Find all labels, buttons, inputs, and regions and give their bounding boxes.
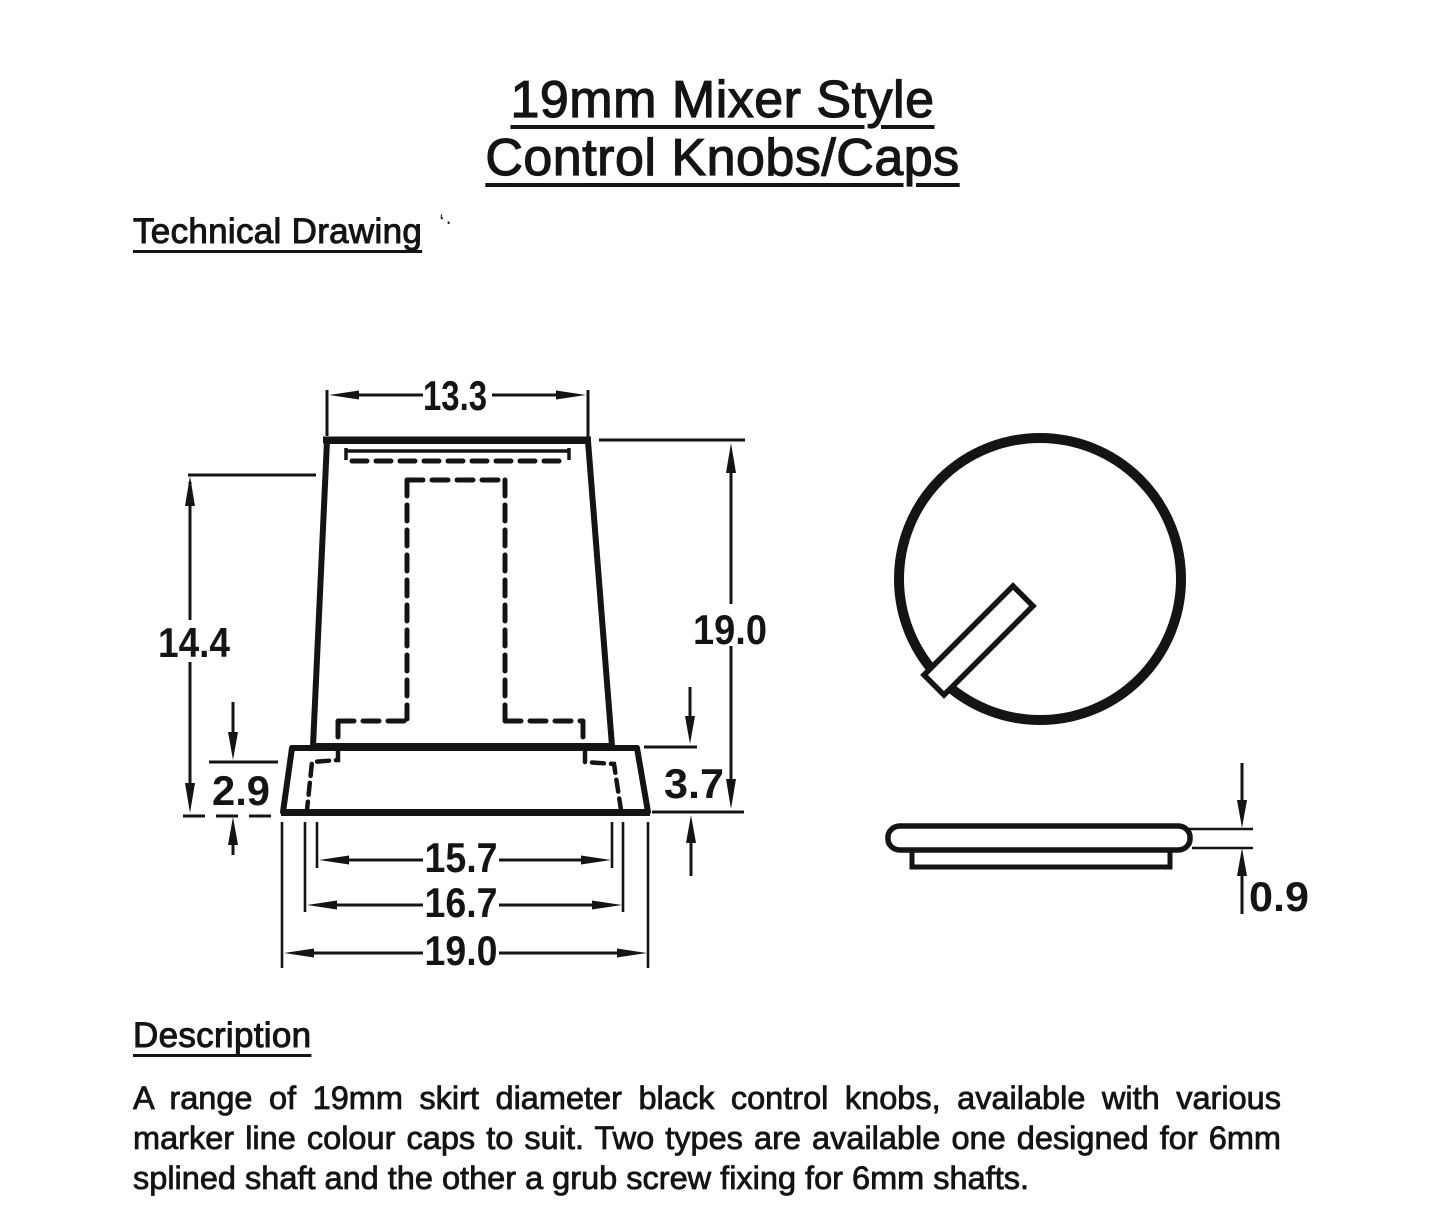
knob-top-view (899, 438, 1181, 720)
dim-label-skirt-diameter: 19.0 (424, 927, 498, 974)
scan-speck: ‘· (438, 208, 454, 235)
dim-skirt-mid-width (307, 879, 622, 926)
dim-label-total-height: 19.0 (693, 606, 767, 653)
marker-line-slot (924, 586, 1033, 695)
skirt-recess-dashed-lines (307, 750, 621, 810)
page-title-line1: 19mm Mixer Style (510, 71, 935, 129)
dim-label-cap-thickness: 0.9 (1249, 873, 1309, 920)
description-line-2: marker line colour caps to suit. Two types are available one designed for 6mm (133, 1120, 1281, 1156)
cap-seam-line (346, 448, 569, 460)
dim-label-body-height: 14.4 (158, 619, 231, 666)
page-title-line2: Control Knobs/Caps (485, 129, 960, 187)
shaft-bore-dashed-outline (338, 480, 583, 748)
dim-label-top-width: 13.3 (423, 372, 487, 419)
dim-label-skirt-inner-width: 15.7 (424, 834, 498, 881)
description-heading: Description (133, 1016, 312, 1055)
dim-label-skirt-mid-width: 16.7 (424, 879, 498, 926)
knob-side-view (281, 440, 650, 813)
dim-skirt-front-height (209, 702, 278, 855)
description-line-1: A range of 19mm skirt diameter black control knobs, available with various (133, 1080, 1281, 1116)
dim-cap-thickness (1188, 763, 1309, 920)
dim-label-skirt-back-height: 3.7 (664, 760, 724, 807)
technical-drawing-heading: Technical Drawing (133, 212, 423, 251)
dim-skirt-back-height (644, 687, 724, 876)
cap-side-view (888, 826, 1190, 867)
dim-skirt-inner-width (319, 834, 611, 881)
dim-top-width (327, 372, 588, 438)
dim-label-skirt-front-height: 2.9 (212, 767, 270, 814)
knob-body-outline (313, 441, 612, 746)
dim-total-height (599, 440, 767, 812)
dim-skirt-diameter (284, 927, 647, 974)
description-line-3: splined shaft and the other a grub screw fixing for 6mm shafts. (133, 1160, 1030, 1196)
cap-disc-profile (888, 826, 1190, 850)
